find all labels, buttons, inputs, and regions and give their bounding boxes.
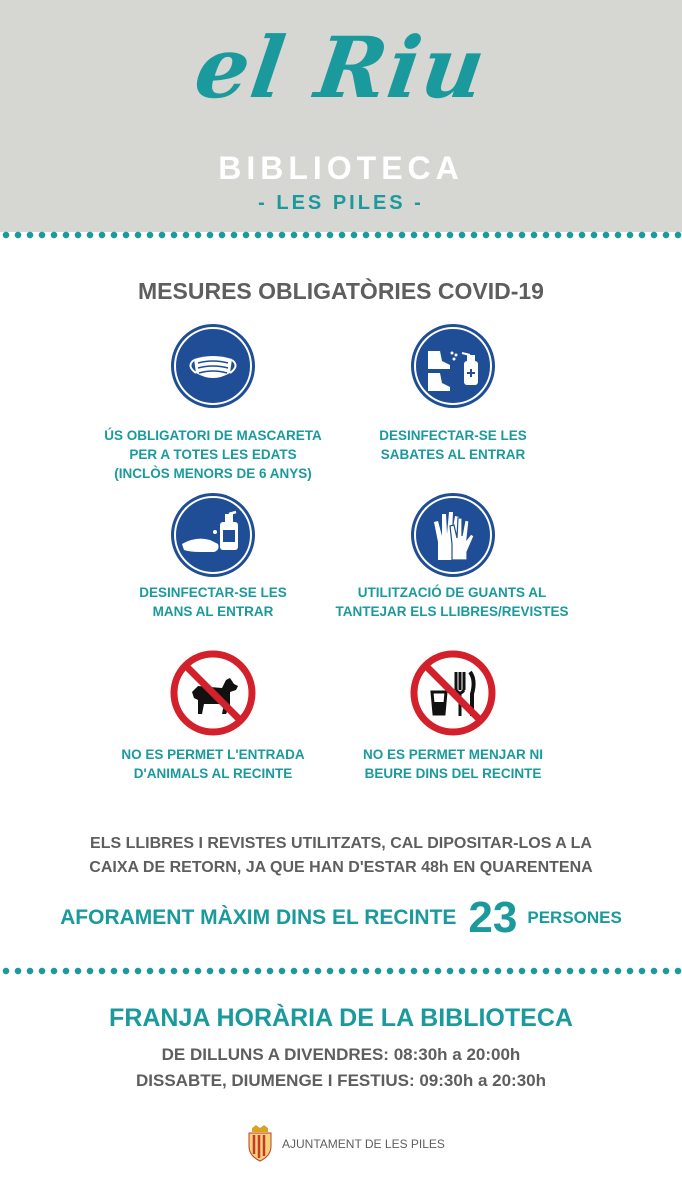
dotted-divider-bottom [0,966,682,976]
measure-caption-animals: NO ES PERMET L'ENTRADA D'ANIMALS AL RECINTE [121,747,305,781]
shoe-disinfect-icon [410,323,496,409]
face-mask-icon [170,323,256,409]
measure-caption-shoes: DESINFECTAR-SE LES SABATES AL ENTRAR [379,428,527,462]
quarantine-note: ELS LLIBRES I REVISTES UTILITZATS, CAL DIPOSITAR-LOS A LA CAIXA DE RETORN, JA QUE HAN D'ESTAR 48h EN QUARENTENA [89,835,593,876]
capacity-line [0,893,682,943]
capacity-number: 23 [468,893,518,942]
capacity-label: AFORAMENT MÀXIM DINS EL RECINTE [60,906,457,929]
measure-caption-mask: ÚS OBLIGATORI DE MASCARETA PER A TOTES LES EDATS (INCLÒS MENORS DE 6 ANYS) [104,428,322,481]
dotted-divider-top [0,230,682,240]
logo-text: el Riu [189,18,493,117]
schedule-weekend: DISSABTE, DIUMENGE I FESTIUS: 09:30h a 20:30h [136,1071,546,1090]
no-dogs-icon [170,650,256,736]
no-food-drink-icon [410,650,496,736]
measure-caption-gloves: UTILITZACIÓ DE GUANTS AL TANTEJAR ELS LLIBRES/REVISTES [335,585,569,619]
header-location: - LES PILES - [258,192,424,214]
header-banner [0,0,682,232]
capacity-unit: PERSONES [527,908,622,927]
gloves-icon [410,492,496,578]
schedule-title: FRANJA HORÀRIA DE LA BIBLIOTECA [109,1004,573,1032]
measure-caption-hands: DESINFECTAR-SE LES MANS AL ENTRAR [139,585,287,619]
schedule-weekdays: DE DILLUNS A DIVENDRES: 08:30h a 20:00h [161,1045,521,1064]
measure-caption-food: NO ES PERMET MENJAR NI BEURE DINS DEL RECINTE [362,747,544,781]
page-title: MESURES OBLIGATÒRIES COVID-19 [138,278,544,304]
header-subtitle: BIBLIOTECA [218,150,464,186]
hand-sanitizer-icon [170,492,256,578]
town-crest-icon [246,1124,274,1162]
footer-text: AJUNTAMENT DE LES PILES [282,1137,445,1151]
